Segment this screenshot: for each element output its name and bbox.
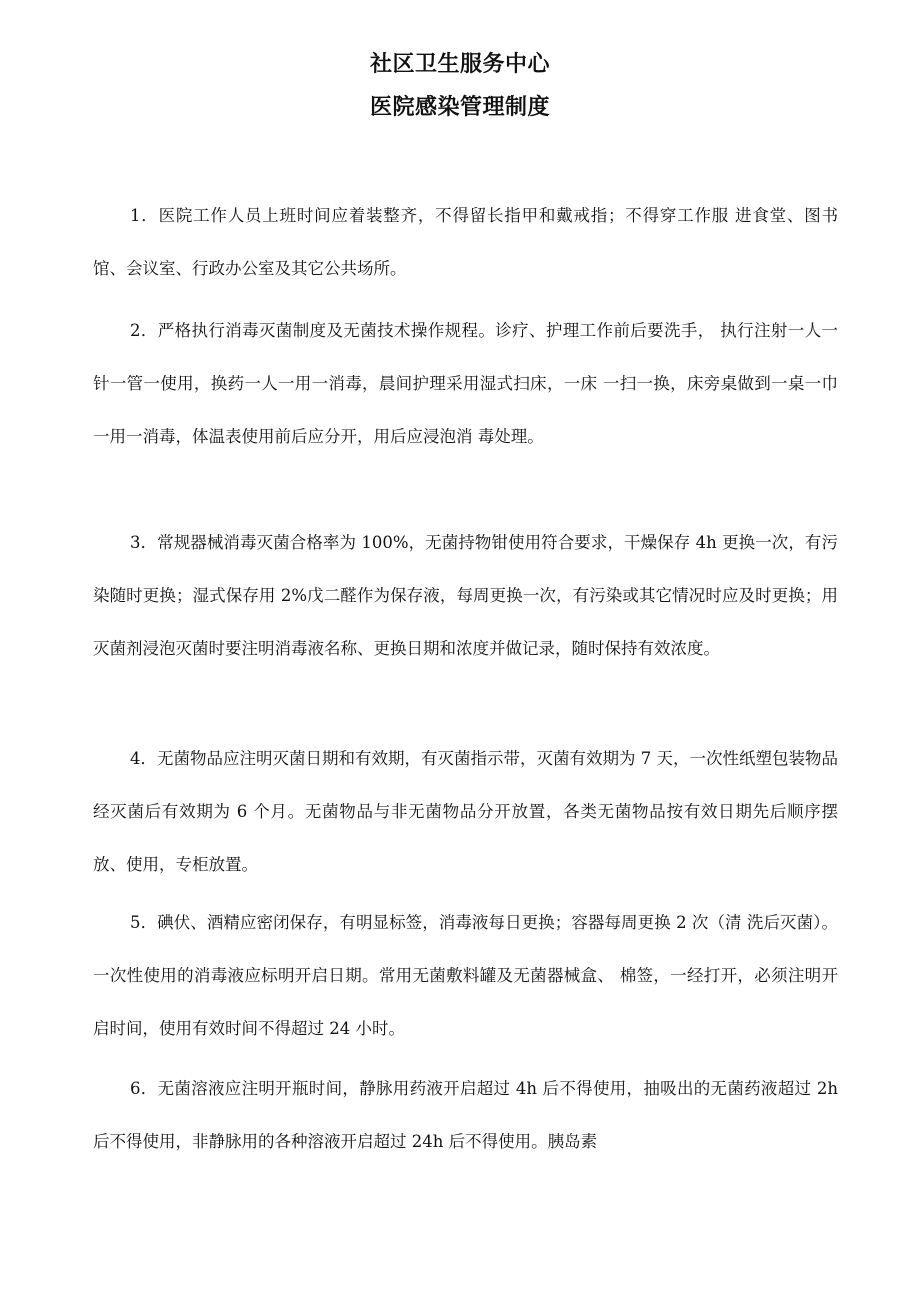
paragraph-2: 2．严格执行消毒灭菌制度及无菌技术操作规程。诊疗、护理工作前后要洗手， 执行注射一人一针一管一使用，换药一人一用一消毒，晨间护理采用湿式扫床，一床 一扫一换，床旁桌做到一桌一巾一用一消毒，体温表使用前后应分开，用后应浸泡消 毒处理。 [93, 321, 838, 446]
paragraph-5: 5．碘伏、酒精应密闭保存，有明显标签，消毒液每日更换；容器每周更换 2 次（清 洗后灭菌）。一次性使用的消毒液应标明开启日期。常用无菌敷料罐及无菌器械盒、 棉签，一经打开，必须注明开启时间，使用有效时间不得超过 24 小时。 [93, 913, 838, 1038]
document-title-line2: 医院感染管理制度 [369, 95, 550, 120]
paragraph-1: 1．医院工作人员上班时间应着装整齐，不得留长指甲和戴戒指；不得穿工作服 进食堂、图书馆、会议室、行政办公室及其它公共场所。 [93, 206, 838, 278]
paragraph-6: 6．无菌溶液应注明开瓶时间，静脉用药液开启超过 4h 后不得使用，抽吸出的无菌药液超过 2h 后不得使用，非静脉用的各种溶液开启超过 24h 后不得使用。胰岛素 [93, 1079, 838, 1151]
paragraph-4: 4．无菌物品应注明灭菌日期和有效期，有灭菌指示带，灭菌有效期为 7 天，一次性纸塑包装物品经灭菌后有效期为 6 个月。无菌物品与非无菌物品分开放置，各类无菌物品按有效日期先后顺序摆放、使用，专柜放置。 [93, 749, 838, 874]
document-title-line1: 社区卫生服务中心 [369, 52, 550, 77]
paragraph-3: 3．常规器械消毒灭菌合格率为 100%，无菌持物钳使用符合要求，干燥保存 4h 更换一次，有污染随时更换；湿式保存用 2%戊二醛作为保存液，每周更换一次，有污染或其它情况时应及时更换；用灭菌剂浸泡灭菌时要注明消毒液名称、更换日期和浓度并做记录，随时保持有效浓度。 [93, 533, 838, 658]
